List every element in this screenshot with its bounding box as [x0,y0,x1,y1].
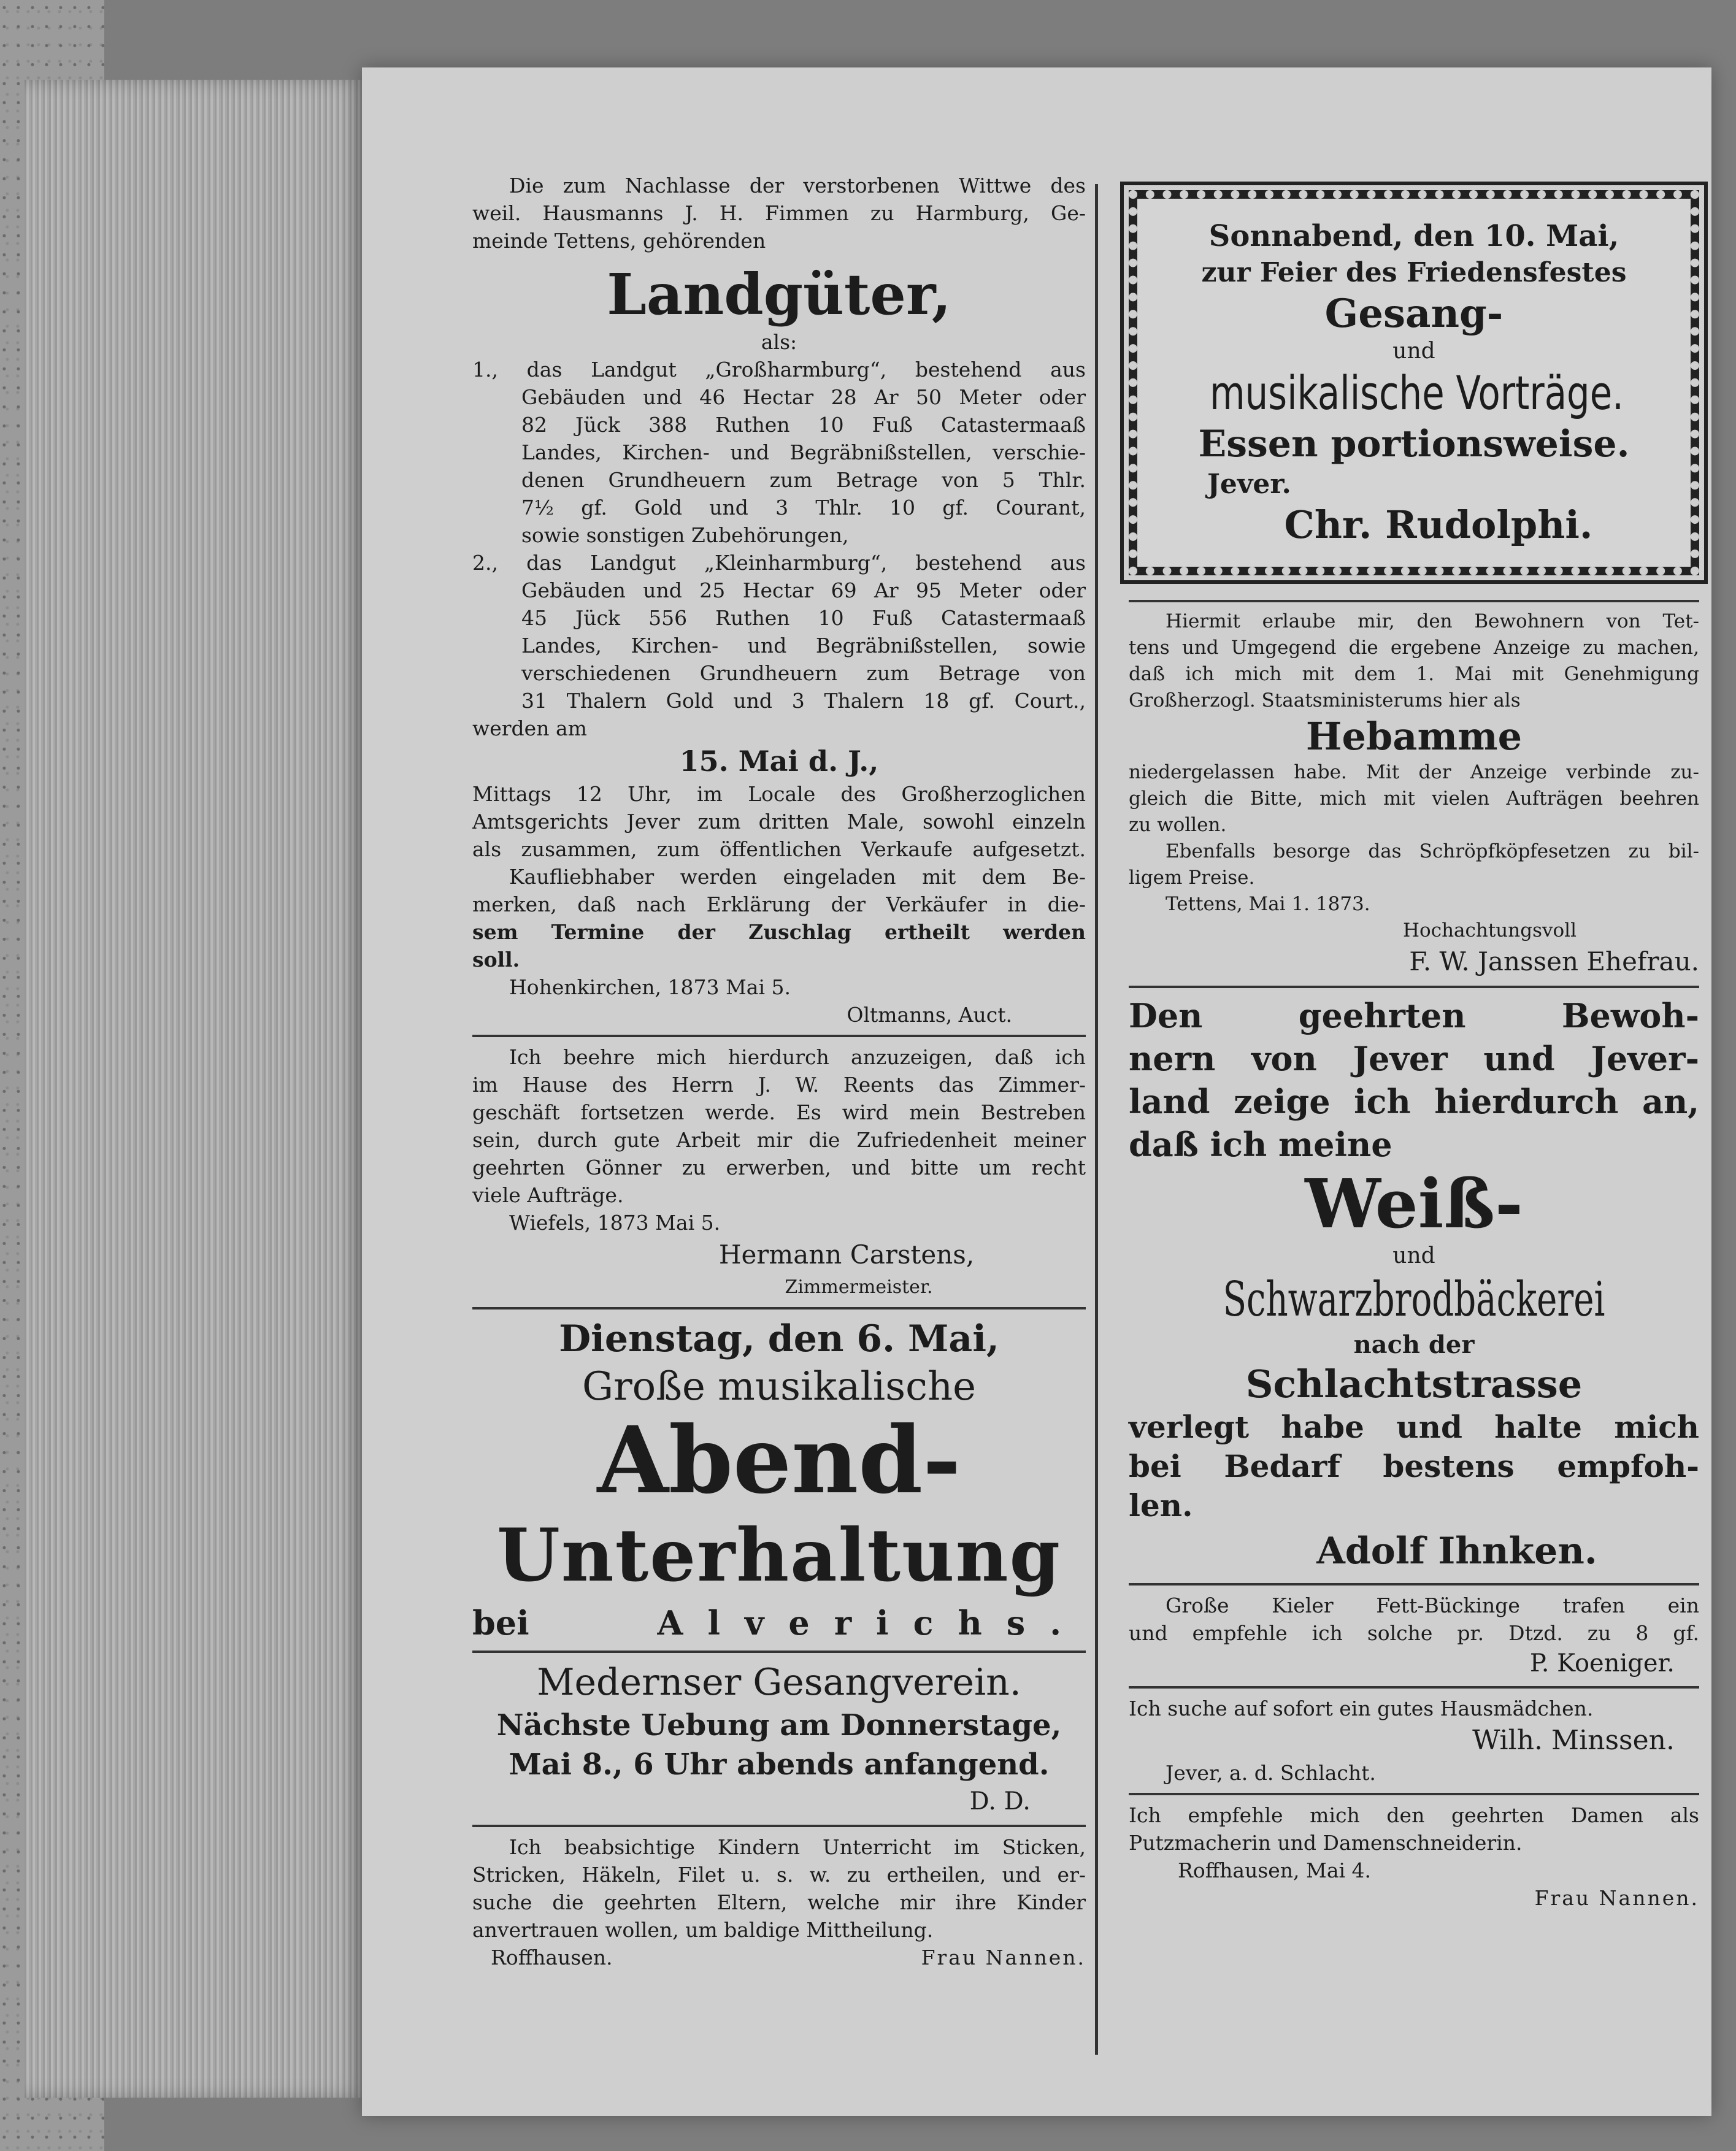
milliner-line: Ich empfehle mich den geehrten Damen als [1129,1803,1699,1827]
carpenter-line: sein, durch gute Arbeit mir die Zufriedenheit meiner [472,1128,1086,1152]
bakery-line: Den geehrten Bewoh- [1129,996,1699,1035]
carpenter-line: Ich beehre mich hierdurch anzuzeigen, daß ich [509,1045,1086,1069]
estate-ad [472,172,1086,1029]
estate-item-2-line: verschiedenen Grundheuern zum Betrage von [521,661,1086,685]
concert-venue-name: Alverichs. [657,1603,1086,1643]
midwife-greeting: Hochachtungsvoll [1403,919,1577,941]
estate-item-2-line: 31 Thalern Gold und 3 Thalern 18 gf. Court., [521,689,1086,713]
estate-item-2-line: Gebäuden und 25 Hectar 69 Ar 95 Meter oder [521,578,1086,602]
midwife-line: Ebenfalls besorge das Schröpfköpfesetzen zu bil- [1166,840,1699,862]
peace-line-7: Jever. [1207,469,1291,500]
estate-item-2-line: 45 Jück 556 Ruthen 10 Fuß Catastermaaß [521,606,1086,630]
estate-signature: Oltmanns, Auct. [847,1003,1012,1027]
estate-item-1-line: denen Grundheuern zum Betrage von 5 Thlr. [521,468,1086,492]
bakery-line: bei Bedarf bestens empfoh- [1129,1448,1699,1484]
lessons-line: Stricken, Häkeln, Filet u. s. w. zu ertheilen, und er- [472,1863,1086,1887]
estate-date: 15. Mai d. J., [679,745,879,778]
lessons-place: Roffhausen. [491,1946,613,1969]
estate-als: als: [761,330,797,354]
concert-line-2: Abend- [597,1406,961,1514]
divider [1129,986,1699,988]
maid-place: Jever, a. d. Schlacht. [1166,1761,1376,1785]
peace-line-6: Essen portionsweise. [1198,423,1630,466]
newspaper-page [362,67,1711,2116]
lessons-line: anvertrauen wollen, um baldige Mittheilung. [472,1918,934,1942]
midwife-line: zu wollen. [1129,814,1227,836]
bakery-ad [1129,994,1699,1577]
estate-body-line: merken, daß nach Erklärung der Verkäufer in die- [472,892,1086,916]
midwife-headline: Hebamme [1305,714,1523,759]
lessons-ad [472,1833,1086,1971]
estate-item-2-line: Landes, Kirchen- und Begräbnißstellen, sowie [521,634,1086,658]
midwife-line: Hiermit erlaube mir, den Bewohnern von Tet- [1166,610,1699,632]
peace-line-5: musikalische Vorträge. [1209,366,1624,420]
bakery-line: nern von Jever und Jever- [1129,1039,1699,1078]
carpenter-place-date: Wiefels, 1873 Mai 5. [509,1211,721,1235]
divider [1129,600,1699,602]
estate-body-line: als zusammen, zum öffentlichen Verkaufe aufgesetzt. [472,837,1086,861]
peace-line-3: Gesang- [1324,291,1504,337]
midwife-line: daß ich mich mit dem 1. Mai mit Genehmigung [1129,663,1699,685]
divider [472,1651,1086,1653]
lessons-line: suche die geehrten Eltern, welche mir ihre Kinder [472,1890,1086,1914]
estate-item-1-line: Landes, Kirchen- und Begräbnißstellen, verschie- [521,440,1086,464]
peace-festival-ad [1129,190,1699,575]
choir-signature: D. D. [969,1787,1031,1816]
estate-item-1-line: 7½ gf. Gold und 3 Thlr. 10 gf. Courant, [521,496,1086,520]
choir-line-2: Mai 8., 6 Uhr abends anfangend. [509,1747,1050,1782]
carpenter-line: im Hause des Herrn J. W. Reents das Zimmer- [472,1073,1086,1097]
peace-line-1: Sonnabend, den 10. Mai, [1208,219,1619,253]
midwife-line: ligem Preise. [1129,867,1255,889]
bakery-signature: Adolf Ihnken. [1316,1530,1597,1573]
peace-line-8: Chr. Rudolphi. [1284,502,1593,547]
estate-intro-1: Die zum Nachlasse der verstorbenen Wittwe des [509,174,1086,197]
milliner-line: Putzmacherin und Damenschneiderin. [1129,1831,1523,1855]
estate-item-1-line: 1., das Landgut „Großharmburg“, bestehend aus [472,358,1086,382]
fish-ad [1129,1592,1699,1680]
maid-body: Ich suche auf sofort ein gutes Hausmädchen. [1129,1697,1594,1720]
estate-body-line: soll. [472,948,520,972]
estate-body-line: Kaufliebhaber werden eingeladen mit dem Be- [509,865,1086,889]
bakery-line: daß ich meine [1129,1125,1392,1164]
column-divider [1095,184,1098,2055]
divider [472,1035,1086,1037]
carpenter-name: Hermann Carstens, [718,1240,975,1270]
concert-line-3: Unterhaltung [496,1513,1062,1598]
peace-line-4: und [1392,339,1435,364]
estate-item-1 [472,356,1086,549]
carpenter-ad [472,1043,1086,1301]
milliner-signature: Frau Nannen. [1534,1886,1699,1910]
fish-line: Große Kieler Fett-Bückinge trafen ein [1166,1593,1699,1617]
midwife-place-date: Tettens, Mai 1. 1873. [1166,893,1370,915]
divider [1129,1793,1699,1795]
concert-venue [472,1601,1086,1644]
estate-item-1-line: 82 Jück 388 Ruthen 10 Fuß Catastermaaß [521,413,1086,437]
divider [1129,1583,1699,1585]
estate-item-1-line: Gebäuden und 46 Hectar 28 Ar 50 Meter oder [521,385,1086,409]
divider [472,1307,1086,1309]
lessons-line: Ich beabsichtige Kindern Unterricht im Sticken, [509,1835,1086,1859]
bakery-big-1: Weiß- [1305,1164,1523,1243]
estate-body-line: Amtsgerichts Jever zum dritten Male, sowohl einzeln [472,810,1086,834]
estate-intro-3: meinde Tettens, gehörenden [472,229,766,253]
estate-item-2 [472,549,1086,742]
maid-ad [1129,1695,1699,1787]
midwife-line: Großherzogl. Staatsministerums hier als [1129,689,1521,711]
estate-body-line: Mittags 12 Uhr, im Locale des Großherzoglichen [472,782,1086,806]
book-page-edges [25,80,368,2098]
midwife-line: tens und Umgegend die ergebene Anzeige zu machen, [1129,637,1699,659]
right-column [1129,117,1699,1912]
choir-title: Medernser Gesangverein. [537,1661,1021,1704]
bakery-line: verlegt habe und halte mich [1129,1409,1699,1445]
choir-line-1: Nächste Uebung am Donnerstage, [496,1708,1062,1743]
concert-venue-bei: bei [472,1603,529,1643]
carpenter-line: geschäft fortsetzen werde. Es wird mein Bestreben [472,1100,1086,1124]
estate-intro-2: weil. Hausmanns J. H. Fimmen zu Harmburg, Ge- [472,201,1086,225]
midwife-signature: F. W. Janssen Ehefrau. [1409,946,1699,976]
bakery-street: Schlachtstrasse [1245,1362,1583,1406]
concert-date: Dienstag, den 6. Mai, [559,1317,999,1360]
fish-line: und empfehle ich solche pr. Dtzd. zu 8 gf. [1129,1621,1699,1645]
carpenter-line: viele Aufträge. [472,1183,624,1207]
choir-ad [472,1659,1086,1819]
estate-item-2-line: 2., das Landgut „Kleinharmburg“, bestehend aus [472,551,1086,575]
estate-headline: Landgüter, [607,261,951,328]
estate-item-1-line: sowie sonstigen Zubehörungen, [521,523,849,547]
lessons-signature: Frau Nannen. [921,1946,1086,1969]
bakery-big-2: Schwarzbrodbäckerei [1223,1272,1605,1327]
divider [1129,1686,1699,1689]
bakery-und: und [1392,1243,1435,1268]
concert-ad [472,1316,1086,1644]
estate-item-2-line: werden am [472,716,587,740]
concert-line-1: Große musikalische [582,1364,977,1409]
estate-body-line: sem Termine der Zuschlag ertheilt werden [472,920,1086,944]
estate-place-date: Hohenkirchen, 1873 Mai 5. [509,975,791,999]
maid-signature: Wilh. Minssen. [1472,1725,1675,1756]
midwife-ad [1129,608,1699,980]
midwife-line: niedergelassen habe. Mit der Anzeige verbinde zu- [1129,761,1699,783]
carpenter-title: Zimmermeister. [785,1276,933,1298]
milliner-ad [1129,1801,1699,1912]
bakery-line: land zeige ich hierdurch an, [1129,1082,1699,1121]
left-column [472,172,1086,1971]
divider [472,1825,1086,1827]
bakery-nach: nach der [1353,1330,1475,1359]
lessons-footer [472,1944,1086,1971]
midwife-line: gleich die Bitte, mich mit vielen Aufträgen beehren [1129,788,1699,810]
fish-signature: P. Koeniger. [1529,1649,1675,1677]
bakery-line: len. [1129,1487,1193,1524]
peace-line-2: zur Feier des Friedensfestes [1201,257,1627,288]
carpenter-line: geehrten Gönner zu erwerben, und bitte um recht [472,1156,1086,1179]
milliner-place-date: Roffhausen, Mai 4. [1178,1858,1372,1882]
